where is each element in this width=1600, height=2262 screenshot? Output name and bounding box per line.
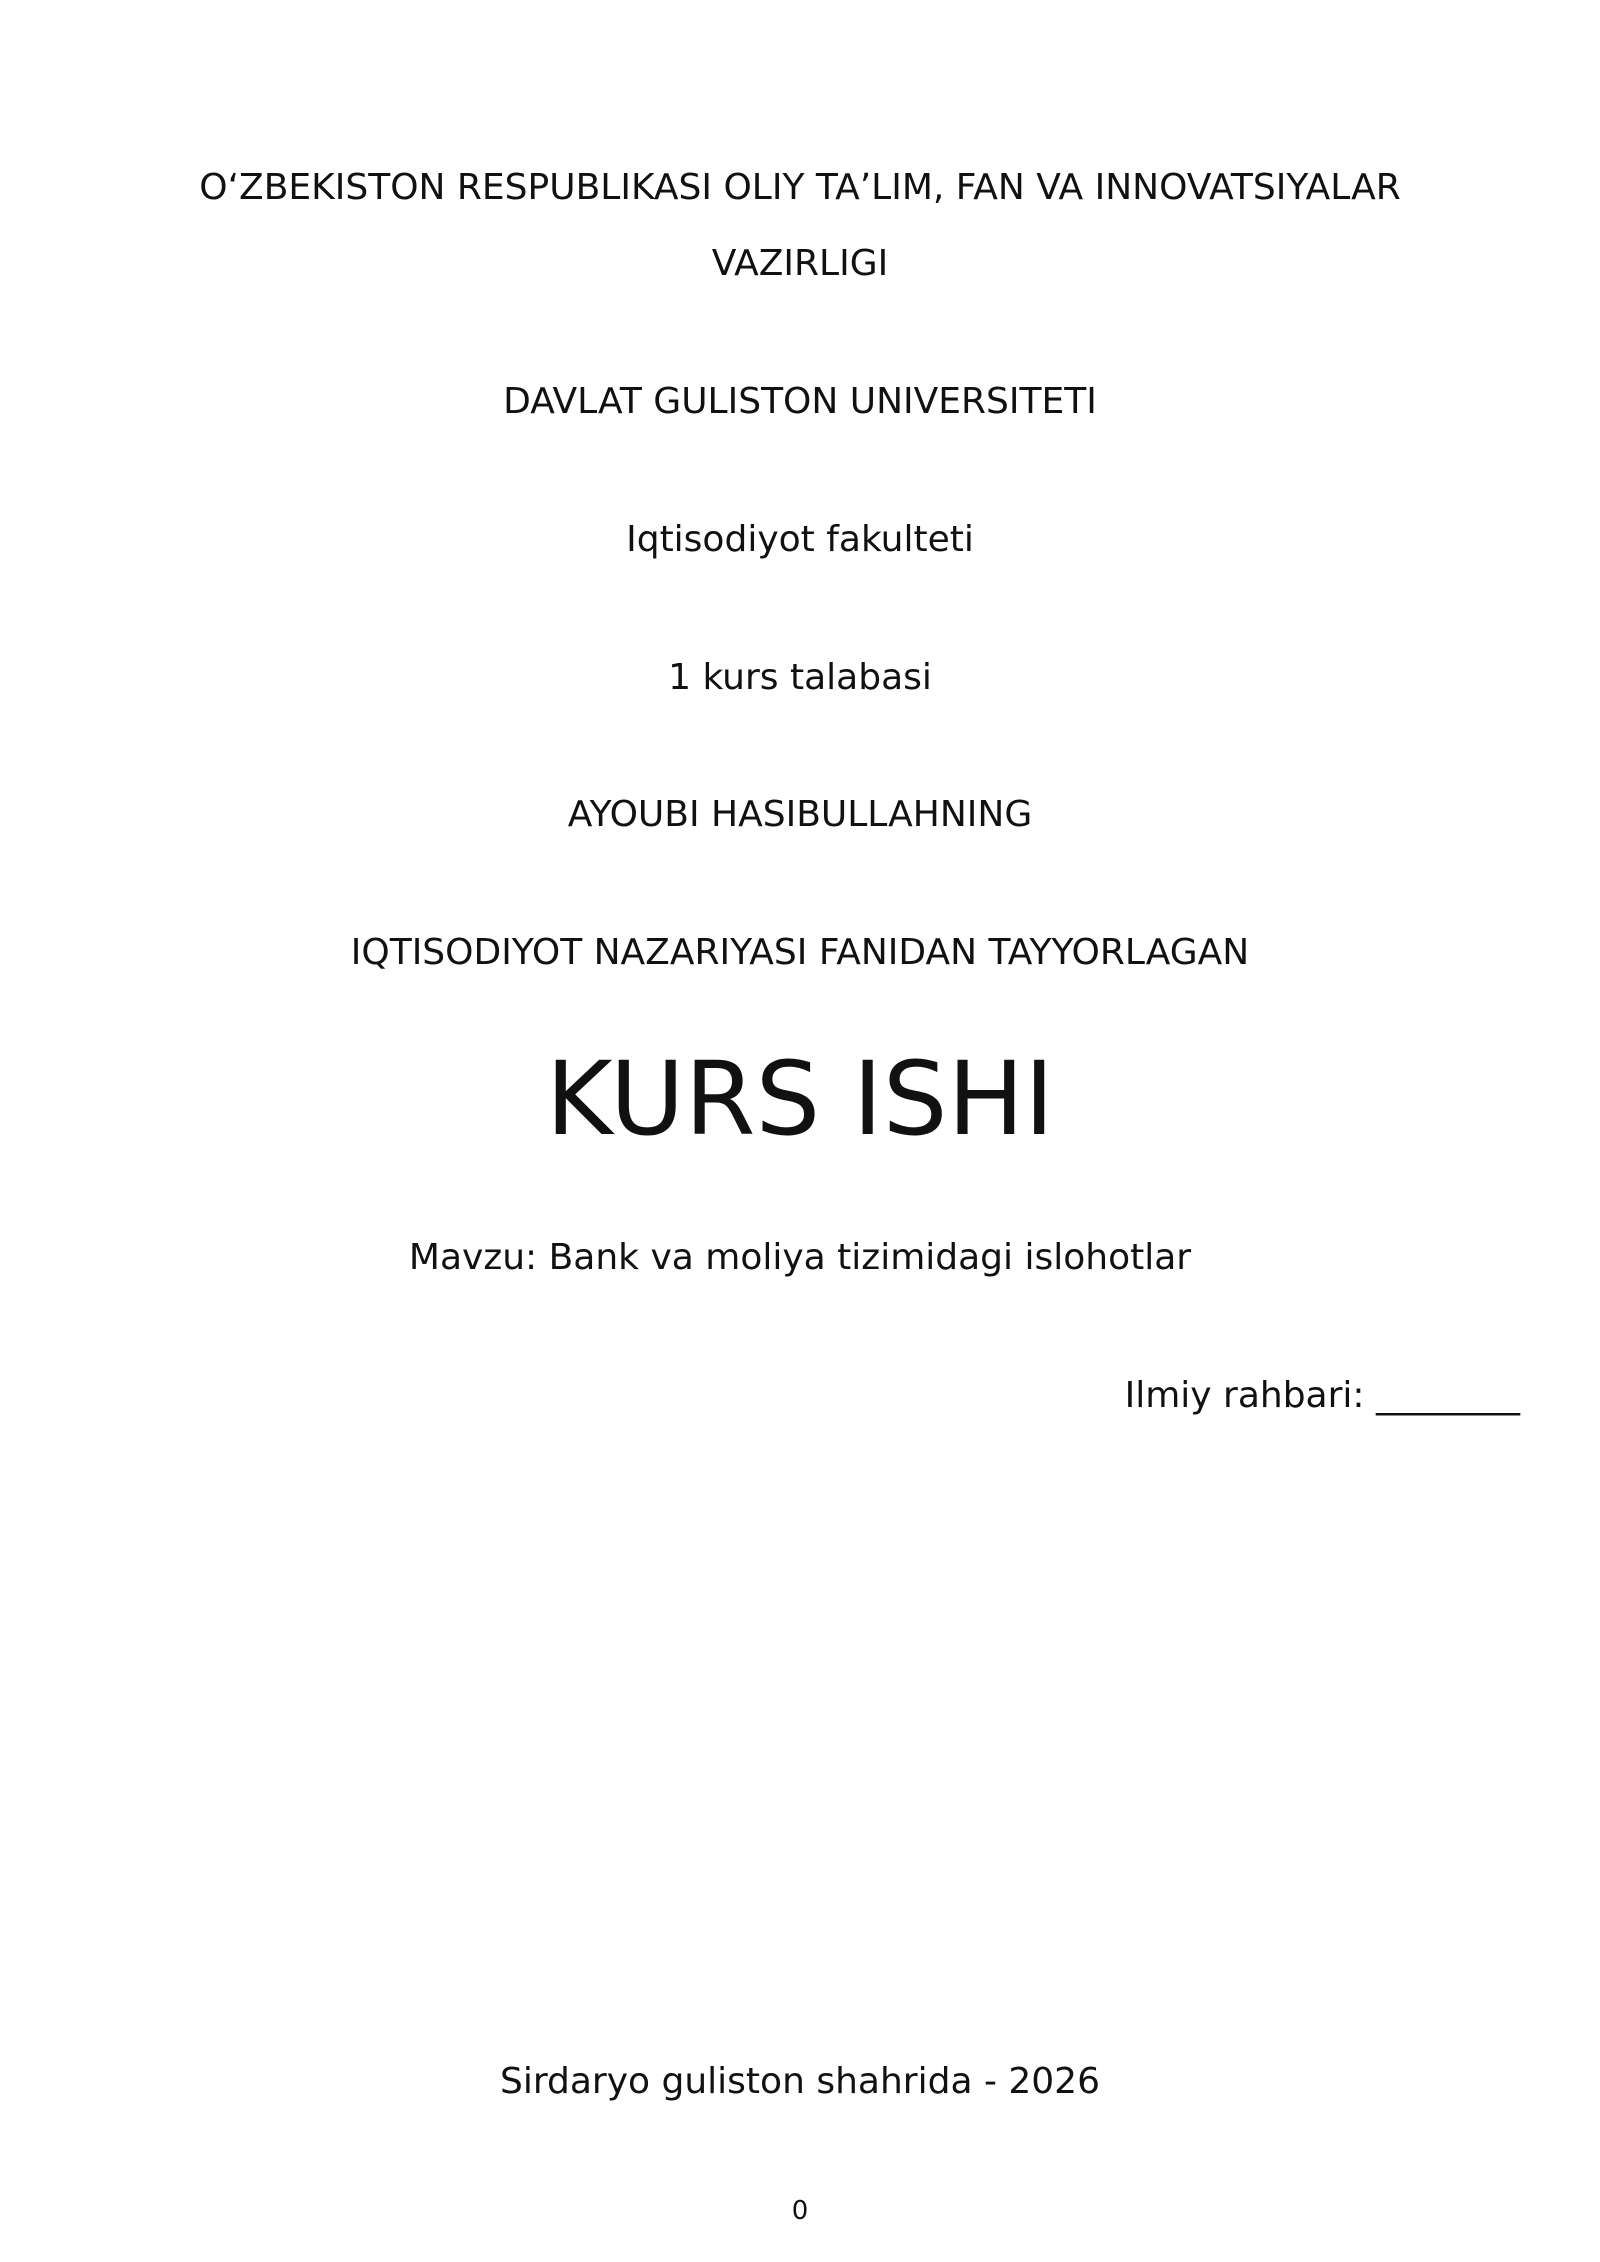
faculty-name: Iqtisodiyot fakulteti xyxy=(626,519,974,560)
ministry-title-line-1: O‘ZBEKISTON RESPUBLIKASI OLIY TA’LIM, FAN VA INNOVATSIYALAR xyxy=(199,167,1401,208)
document-type-title: KURS ISHI xyxy=(545,1040,1055,1159)
place-and-year: Sirdaryo guliston shahrida - 2026 xyxy=(500,2061,1100,2102)
student-name: AYOUBI HASIBULLAHNING xyxy=(567,794,1033,835)
ministry-title-line-2: VAZIRLIGI xyxy=(711,243,889,284)
course-year: 1 kurs talabasi xyxy=(668,657,932,698)
topic-line: Mavzu: Bank va moliya tizimidagi islohotlar xyxy=(408,1237,1192,1278)
supervisor-line: Ilmiy rahbari: ________ xyxy=(1124,1375,1520,1416)
subject-line: IQTISODIYOT NAZARIYASI FANIDAN TAYYORLAGAN xyxy=(350,932,1250,973)
page-number: 0 xyxy=(791,2196,809,2226)
university-name: DAVLAT GULISTON UNIVERSITETI xyxy=(503,381,1097,422)
